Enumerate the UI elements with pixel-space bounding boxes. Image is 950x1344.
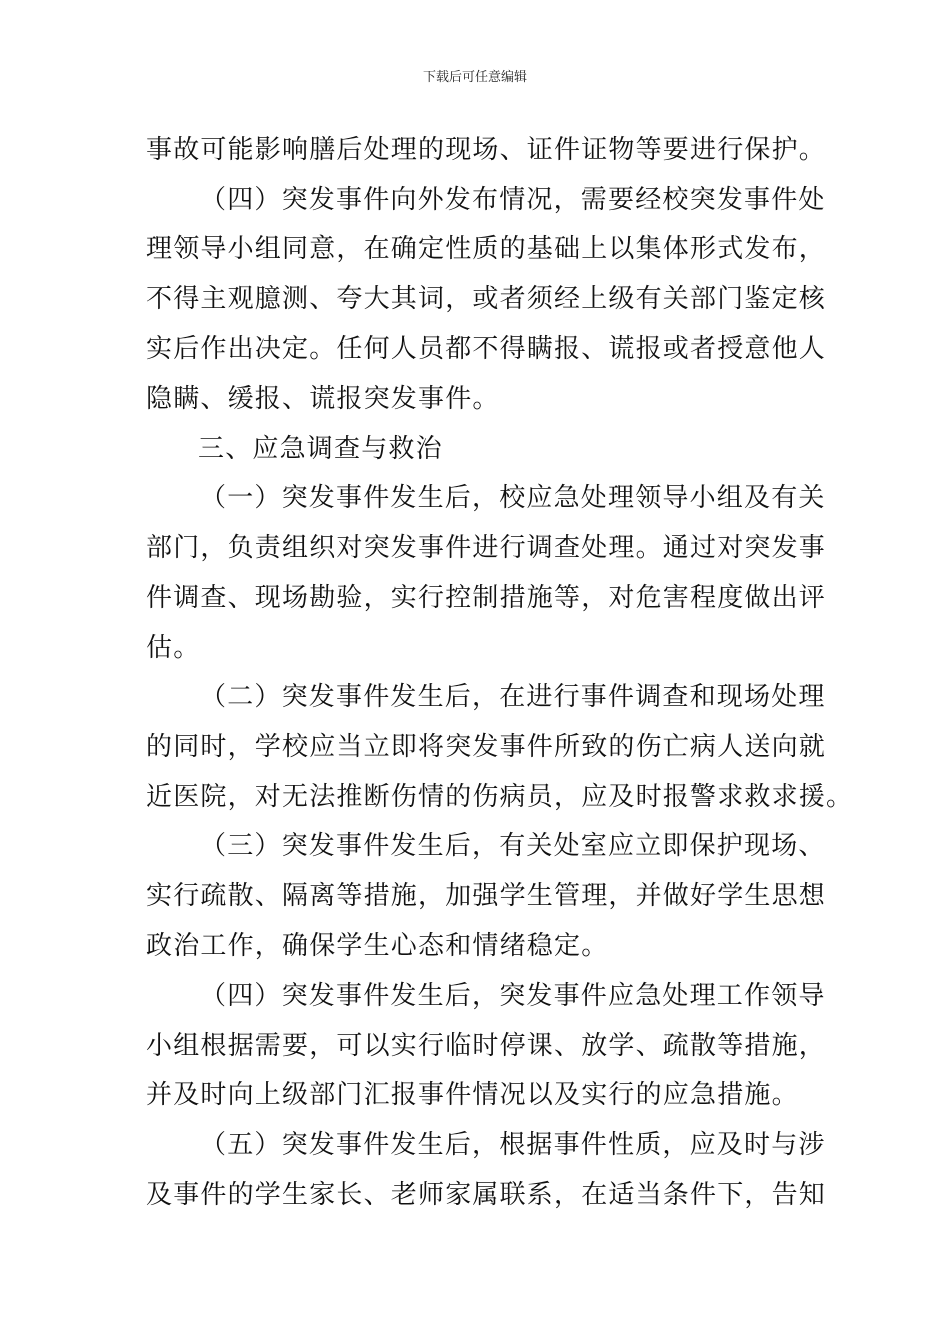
text-line: 近医院，对无法推断伤情的伤病员，应及时报警求救求援。 — [146, 782, 854, 812]
page-header: 下载后可任意编辑 — [422, 70, 527, 85]
text-line: 并及时向上级部门汇报事件情况以及实行的应急措施。 — [146, 1080, 799, 1110]
text-line: 估。 — [146, 633, 201, 663]
text-line: 理领导小组同意，在确定性质的基础上以集体形式发布， — [146, 234, 827, 264]
text-line: （一）突发事件发生后，校应急处理领导小组及有关 — [200, 483, 826, 513]
text-line: 实行疏散、隔离等措施，加强学生管理，并做好学生思想 — [146, 881, 827, 911]
text-line: （二）突发事件发生后，在进行事件调查和现场处理 — [200, 682, 826, 712]
section-heading: 三、应急调查与救治 — [198, 434, 443, 464]
text-line: （三）突发事件发生后，有关处室应立即保护现场、 — [200, 831, 826, 861]
text-line: （四）突发事件发生后，突发事件应急处理工作领导 — [200, 981, 826, 1011]
text-line: 事故可能影响膳后处理的现场、证件证物等要进行保护。 — [146, 135, 827, 165]
text-line: 实后作出决定。任何人员都不得瞒报、谎报或者授意他人 — [146, 334, 827, 364]
text-line: 的同时，学校应当立即将突发事件所致的伤亡病人送向就 — [146, 732, 827, 762]
text-line: 隐瞒、缓报、谎报突发事件。 — [146, 384, 500, 414]
text-line: 件调查、现场勘验，实行控制措施等，对危害程度做出评 — [146, 583, 827, 613]
text-line: （四）突发事件向外发布情况，需要经校突发事件处 — [200, 185, 826, 215]
text-line: （五）突发事件发生后，根据事件性质，应及时与涉 — [200, 1130, 826, 1160]
text-line: 不得主观臆测、夸大其词，或者须经上级有关部门鉴定核 — [146, 284, 827, 314]
text-line: 部门，负责组织对突发事件进行调查处理。通过对突发事 — [146, 533, 827, 563]
text-line: 及事件的学生家长、老师家属联系，在适当条件下，告知 — [146, 1180, 827, 1210]
text-line: 政治工作，确保学生心态和情绪稳定。 — [146, 931, 609, 961]
text-line: 小组根据需要，可以实行临时停课、放学、疏散等措施， — [146, 1031, 827, 1061]
